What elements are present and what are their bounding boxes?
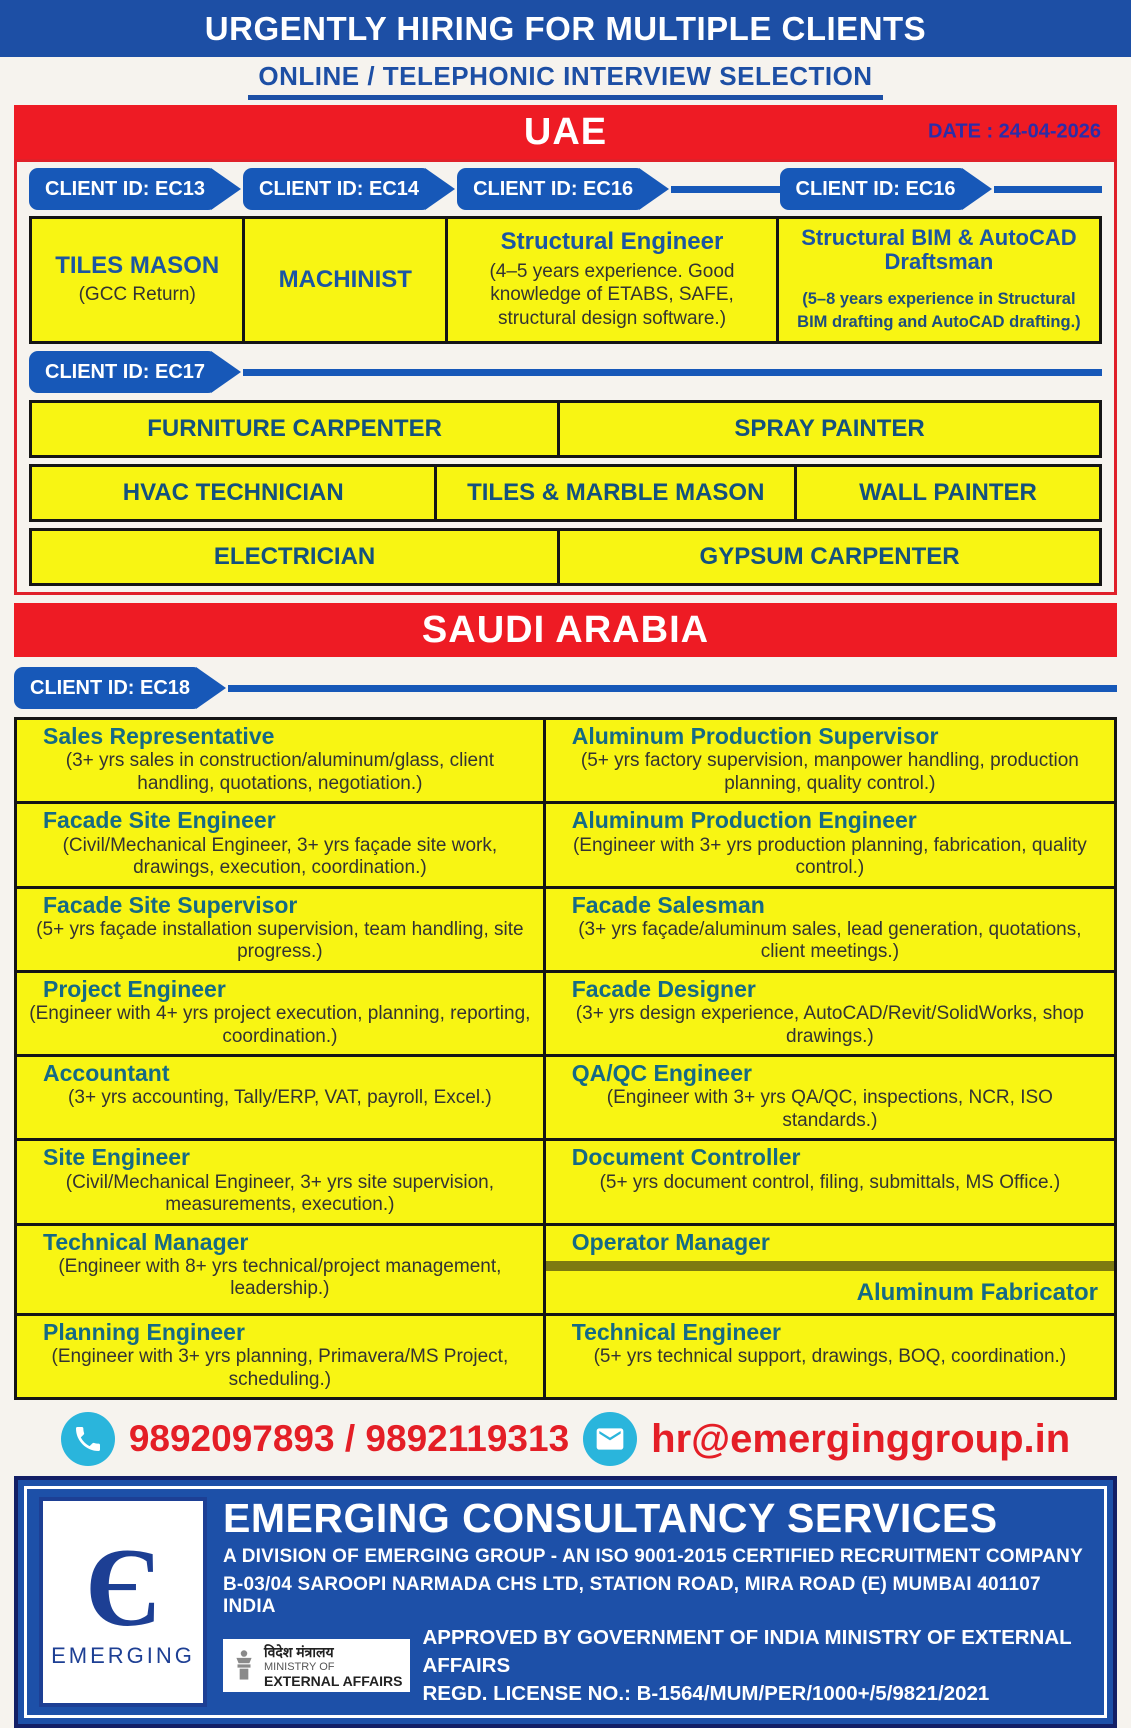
job-title: MACHINIST — [278, 265, 412, 293]
client-id-label: CLIENT ID: EC14 — [259, 177, 420, 200]
job-description: (Engineer with 4+ yrs project execution, planning, reporting, coordination.) — [29, 1003, 531, 1047]
job-title: Document Controller — [571, 1144, 801, 1171]
table-row — [17, 801, 1114, 885]
uae-trades-row — [29, 528, 1102, 586]
phone-numbers: 9892097893 / 9892119313 — [128, 1418, 570, 1460]
ashoka-emblem-icon — [231, 1648, 257, 1684]
trade-cell: ELECTRICIAN — [32, 531, 560, 583]
approval-license-block — [422, 1624, 1092, 1707]
approved-line: APPROVED BY GOVERNMENT OF INDIA MINISTRY OF EXTERNAL AFFAIRS — [422, 1626, 1072, 1677]
trade-cell: WALL PAINTER — [859, 479, 1037, 506]
trade-cell: HVAC TECHNICIAN — [32, 467, 437, 519]
job-cell — [17, 889, 546, 970]
uae-trades-row — [29, 400, 1102, 458]
job-description: (Engineer with 3+ yrs QA/QC, inspections, NCR, ISO standards.) — [606, 1087, 1053, 1131]
uae-client-ribbon-row-ec17 — [29, 351, 1102, 393]
trade-cell: TILES & MARBLE MASON — [437, 467, 797, 519]
job-description: (Engineer with 8+ yrs technical/project management, leadership.) — [58, 1255, 502, 1300]
job-description: (5+ yrs factory supervision, manpower handling, production planning, quality control.) — [580, 750, 1079, 794]
uae-client-ribbon-row — [29, 168, 1102, 210]
phone-icon — [61, 1412, 115, 1466]
ribbon-connector-line — [671, 186, 779, 193]
job-description: (5+ yrs façade installation supervision, team handling, site progress.) — [36, 918, 524, 963]
job-cell — [17, 1141, 546, 1222]
job-cell — [32, 219, 245, 341]
job-description: (3+ yrs façade/aluminum sales, lead generation, quotations, client meetings.) — [578, 918, 1082, 963]
ribbon-connector-line — [994, 186, 1102, 193]
job-title: Structural BIM & AutoCAD Draftsman — [801, 224, 1077, 274]
job-cell — [546, 889, 1114, 970]
job-cell — [546, 720, 1114, 801]
logo-glyph-icon: Є — [85, 1526, 161, 1651]
job-description: (Civil/Mechanical Engineer, 3+ yrs façade site work, drawings, execution, coordination.) — [62, 834, 498, 879]
company-address-line: B-03/04 SAROOPI NARMADA CHS LTD, STATION ROAD, MIRA ROAD (E) MUMBAI 401107 INDIA — [223, 1574, 1041, 1618]
job-cell — [779, 219, 1099, 341]
footer-bottom-row — [223, 1624, 1092, 1707]
job-title: QA/QC Engineer — [571, 1060, 752, 1086]
trade-cell: FURNITURE CARPENTER — [32, 403, 560, 455]
footer-panel — [14, 1476, 1117, 1728]
job-description: (Civil/Mechanical Engineer, 3+ yrs site supervision, measurements, execution.) — [65, 1171, 494, 1216]
client-id-label: CLIENT ID: EC18 — [30, 676, 191, 699]
ribbon-arrow-icon — [425, 168, 455, 210]
job-description: (5–8 years experience in Structural BIM drafting and AutoCAD drafting.) — [797, 290, 1081, 332]
envelope-icon — [583, 1412, 637, 1466]
job-title: Structural Engineer — [500, 228, 724, 256]
job-description: (5+ yrs document control, filing, submittals, MS Office.) — [599, 1171, 1061, 1193]
company-name: EMERGING CONSULTANCY SERVICES — [223, 1495, 998, 1542]
job-title: Sales Representative — [43, 723, 275, 749]
ribbon-arrow-icon — [211, 351, 241, 393]
table-row — [17, 1138, 1114, 1222]
table-row — [17, 1054, 1114, 1138]
job-title: Facade Site Engineer — [43, 807, 276, 834]
client-id-ribbon — [243, 168, 431, 210]
top-header-bar — [0, 0, 1131, 57]
trade-cell: GYPSUM CARPENTER — [699, 543, 960, 570]
company-logo — [39, 1497, 207, 1707]
saudi-region-title: SAUDI ARABIA — [421, 608, 710, 651]
client-id-ribbon — [29, 168, 217, 210]
ribbon-arrow-icon — [196, 667, 226, 709]
ministry-label-line1: MINISTRY OF — [264, 1661, 335, 1674]
job-description: (3+ yrs accounting, Tally/ERP, VAT, payroll, Excel.) — [68, 1087, 492, 1109]
table-row — [17, 1223, 1114, 1313]
ribbon-arrow-icon — [962, 168, 992, 210]
job-title: Technical Engineer — [571, 1318, 781, 1345]
job-description: (GCC Return) — [78, 284, 196, 306]
job-title: Accountant — [43, 1060, 170, 1086]
ribbon-connector-line — [243, 369, 1102, 376]
uae-jobs-table — [29, 216, 1102, 344]
table-row — [17, 1313, 1114, 1397]
job-description: (4–5 years experience. Good knowledge of ETABS, SAFE, structural design software.) — [489, 260, 735, 330]
job-cell — [448, 219, 779, 341]
subtitle-text: ONLINE / TELEPHONIC INTERVIEW SELECTION — [248, 61, 882, 100]
client-id-ribbon — [457, 168, 645, 210]
subtitle-strip — [0, 57, 1131, 103]
table-row — [17, 720, 1114, 801]
contact-strip — [14, 1408, 1117, 1470]
job-title: Site Engineer — [43, 1144, 190, 1171]
job-cell — [546, 1057, 1114, 1138]
job-cell — [17, 1226, 546, 1313]
job-cell — [17, 720, 546, 801]
job-cell — [546, 804, 1114, 885]
email-address: hr@emerginggroup.in — [651, 1416, 1071, 1461]
footer-inner — [24, 1486, 1107, 1718]
job-title: Facade Designer — [571, 975, 756, 1002]
job-description: (3+ yrs design experience, AutoCAD/Revit/SolidWorks, shop drawings.) — [575, 1003, 1084, 1047]
ministry-badge — [223, 1639, 410, 1692]
ministry-hindi-label: विदेश मंत्रालय — [264, 1644, 334, 1661]
trade-cell: SPRAY PAINTER — [734, 415, 925, 442]
ribbon-arrow-icon — [639, 168, 669, 210]
olive-divider — [546, 1261, 1114, 1271]
main-title: URGENTLY HIRING FOR MULTIPLE CLIENTS — [204, 9, 927, 47]
saudi-client-ribbon-row — [14, 667, 1117, 709]
job-cell — [17, 973, 546, 1054]
saudi-jobs-table — [14, 717, 1117, 1400]
client-id-ribbon — [29, 351, 217, 393]
job-cell-operator-manager — [546, 1226, 1114, 1313]
job-cell — [546, 973, 1114, 1054]
logo-text: EMERGING — [51, 1643, 195, 1669]
job-cell — [245, 219, 448, 341]
job-cell — [546, 1141, 1114, 1222]
client-id-ribbon — [14, 667, 202, 709]
table-row — [17, 970, 1114, 1054]
job-title: TILES MASON — [55, 251, 220, 279]
client-id-label: CLIENT ID: EC17 — [45, 360, 206, 383]
ministry-label-line2: EXTERNAL AFFAIRS — [264, 1672, 403, 1689]
job-title: Planning Engineer — [43, 1318, 245, 1345]
saudi-region-bar — [14, 603, 1117, 657]
uae-section-frame — [14, 159, 1117, 595]
job-cell — [17, 1057, 546, 1138]
client-id-ribbon — [780, 168, 968, 210]
job-description: (5+ yrs technical support, drawings, BOQ, coordination.) — [593, 1346, 1067, 1368]
company-division-line: A DIVISION OF EMERGING GROUP - AN ISO 9001-2015 CERTIFIED RECRUITMENT COMPANY — [223, 1546, 1083, 1568]
job-cell — [546, 1316, 1114, 1397]
job-title: Aluminum Production Supervisor — [571, 723, 939, 749]
job-title: Aluminum Production Engineer — [571, 807, 917, 834]
job-title: Technical Manager — [43, 1228, 249, 1255]
ribbon-connector-line — [228, 685, 1117, 692]
job-description: (3+ yrs sales in construction/aluminum/glass, client handling, quotations, negotiation.) — [65, 750, 494, 794]
table-row — [17, 886, 1114, 970]
job-title: Operator Manager — [571, 1228, 770, 1255]
job-cell — [17, 1316, 546, 1397]
uae-region-bar — [14, 105, 1117, 159]
job-cell — [17, 804, 546, 885]
ribbon-arrow-icon — [211, 168, 241, 210]
uae-trades-row — [29, 464, 1102, 522]
job-title: Project Engineer — [43, 975, 226, 1002]
client-id-label: CLIENT ID: EC16 — [795, 177, 956, 200]
job-description: (Engineer with 3+ yrs planning, Primavera/MS Project, scheduling.) — [51, 1346, 509, 1390]
job-title: Facade Salesman — [571, 891, 765, 918]
job-title: Aluminum Fabricator — [856, 1278, 1098, 1306]
job-title: Facade Site Supervisor — [43, 891, 298, 918]
job-description: (Engineer with 3+ yrs production planning, fabrication, quality control.) — [572, 834, 1087, 879]
date-label: DATE : 24-04-2026 — [927, 120, 1101, 143]
client-id-label: CLIENT ID: EC13 — [45, 177, 206, 200]
footer-text-block — [223, 1497, 1092, 1707]
client-id-label: CLIENT ID: EC16 — [473, 177, 634, 200]
uae-region-title: UAE — [523, 110, 608, 153]
ministry-text — [264, 1643, 402, 1688]
license-line: REGD. LICENSE NO.: B-1564/MUM/PER/1000+/5/9821/2021 — [422, 1681, 990, 1705]
